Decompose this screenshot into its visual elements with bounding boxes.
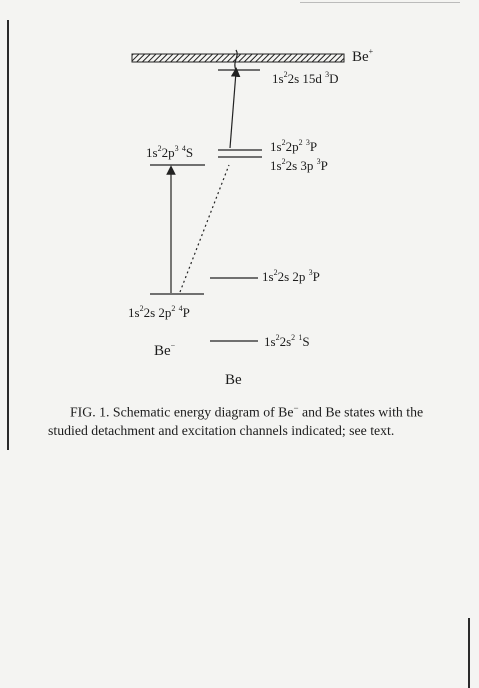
be-minus-label: Be−: [154, 341, 176, 359]
be-plus-threshold-band: [132, 54, 344, 62]
page-edge-right: [468, 618, 470, 688]
be-atom-label: Be: [225, 372, 242, 388]
be-plus-label: Be+: [352, 47, 374, 65]
level-15d-label: $1s^22s$ 15d $^3$D: [272, 69, 339, 86]
figure-caption: FIG. 1. Schematic energy diagram of Be− and Be states with the studied detachment and excitation channels indicated; see text.: [48, 403, 424, 438]
ionization-arrow: [230, 72, 236, 148]
level-2s2p-3P-label: $1s^22s$ 2p $^3$P: [262, 267, 320, 284]
level-2p2-3P-label: $1s^22p^2$ $^3$P: [270, 137, 318, 154]
detachment-dotted-line: [180, 165, 229, 292]
level-ground-label: $1s^22s^2$ $^1$S: [264, 332, 310, 349]
level-2s3p-3P-label: $1s^22s$ 3p $^3$P: [270, 156, 328, 173]
level-neg-2s2p2-4P-label: $1s^22s$ $2p^2$ $^4$P: [128, 303, 190, 320]
level-neg-2p3-4S-label: $1s^22p^3$ $^4$S: [146, 143, 194, 160]
